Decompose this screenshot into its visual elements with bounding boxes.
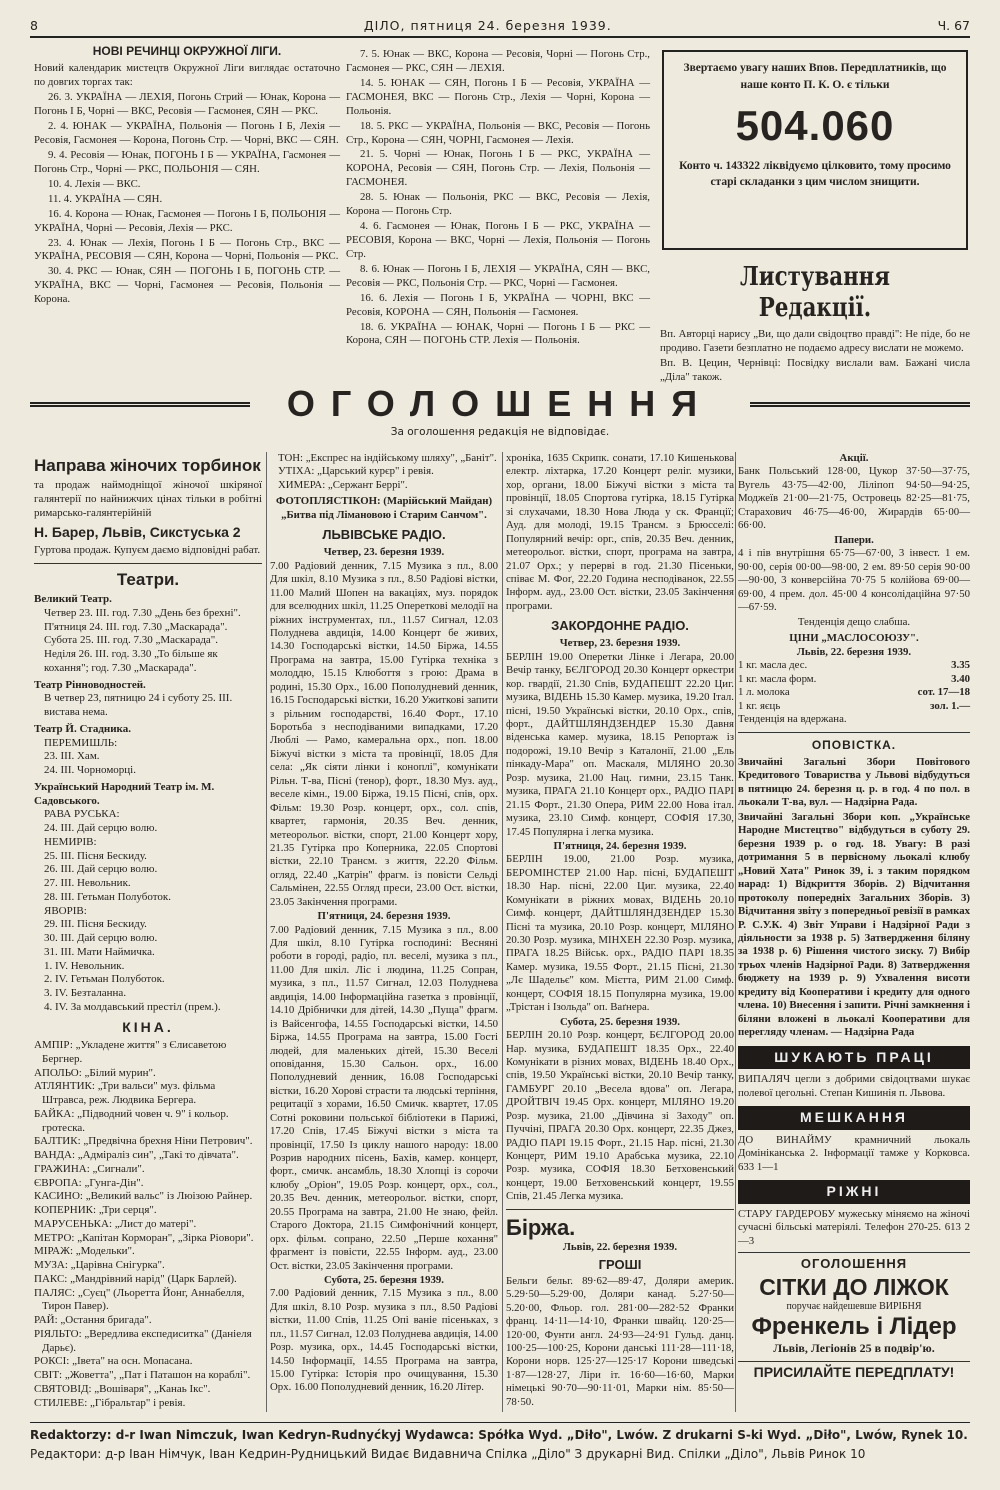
theatre-entry: 23. III. Хам. (44, 750, 100, 763)
theatre-entry: Великий Театр. (34, 593, 112, 605)
column-lviv-radio (270, 452, 498, 1418)
cinema-entry: АТЛЯНТИК: „Три вальси" муз. фільма Штравса, реж. Людвика Бергера. (34, 1080, 216, 1106)
notices-heading: ОПОВІСТКА. (811, 737, 897, 752)
account-number: 504.060 (735, 102, 895, 150)
job-wanted-text: ВИПАЛЯЧ цегли з добрими свідоцтвами шукає полевої цегольні. Степан Кишинія п. Львова. (738, 1073, 970, 1099)
prices-date: Львів, 22. березня 1939. (796, 645, 912, 658)
cinema-entry: КОПЕРНИК: „Три серця". (34, 1204, 157, 1216)
prices-table (738, 659, 970, 713)
theatre-entry: 28. III. Гетьман Полуботок. (44, 890, 171, 903)
bag-ad-text2: Гуртова продаж. Купуєм даємо відповідні рабат. (34, 544, 261, 556)
theatre-entry: Театр Рінноводностей. (34, 678, 146, 691)
foreign-program-thursday: БЕРЛІН 19.00 Оперетки Лінке і Легара, 20.00 Вечір танку, БЄЛГОРОД 20.30 Концерт оркестри кор. гвардії, 21.30 Спів, БУДАПЕШТ 22.20 Циг. музика, ВІДЕНЬ 15.30 Камер. музика, 19.20 Італ. пісні, 19.50 Українські вістки, 20.10 Орх., спів, форт., ДАЙТШЛЯНДЗЕНДЕР 15.30 Давня віденська камер. музика, 18.15 Репортаж із подорожі, 19.10 Вечір з Каталонії, 21.00 „Ель пінкаду-Мара" оп. Маскаля, МІЛЯНО 20.30 Розр. музика, 21.00 Нац. гимни, 23.15 Танк. музика, ПРАГА 21.10 Концерт орх., РАДІО ПАРІ 21.15 Форт., 21.30 Опера, РИМ 22.00 Нова італ. музика, 23.10 Симф. концерт, СОФІЯ 17.30, 17.45 Популярна і легка музика. (506, 650, 734, 838)
foreign-program-saturday: БЕРЛІН 20.10 Розр. концерт, БЄЛГОРОД 20.00 Нар. музика, БУДАПЕШТ 18.35 Орх., 22.40 Комунікати в різних мовах, ВІДЕНЬ 18.40 Орх., спів, 19.50 Українські вістки, 20.10 Вечір танку, ГАМБУРГ 20.10 „Весела вдова" оп. Легара, ДРОЙТВІЧ 19.45 Орх. концерт, МІЛЯНО 19.20 Розр. музика, 21.00 „Дівчина зі Заходу" оп. Пуччіні, ПРАГА 20.30 Орх. концерт, 22.35 Джез, РАДІО ПАРІ 19.15 Форт., 21.15 Нар. пісні, 21.30 Концерт, РИМ 19.10 Арабська музика, 22.10 Розр. музика, СОФІЯ 18.30 Бетховенський концерт, 19.00 Бетховенський концерт, 19.55 Спів, 21.45 Легка музика. (506, 1029, 734, 1203)
cinema-entry: БАЙКА: „Підводний човен ч. 9" і кольор. гротеска. (34, 1107, 229, 1134)
foreign-program-friday: БЕРЛІН 19.00, 21.00 Розр. музика, БЕРОМІНСТЕР 21.00 Нар. пісні, БУДАПЕШТ 18.30 Нар. пісні, 22.00 Циг. музика, 22.40 Комунікати в ріжних мовах, ВІДЕНЬ 20.10 Симф. концерт, ДАЙТШЛЯНДЗЕНДЕР 15.30 Пісні та музика, 20.10 Розр. концерт, МІЛЯНО 20.30 Розр. музика, МІНХЕН 22.30 Розр. музика, ПРАГА 18.25 Військ. орх., РАДІО ПАРІ 18.35 Камер. музика, 19.55 Форт., 21.15 Пісні, 21.30 „Лє Шадельє" ком. Мієтта, РИМ 21.00 Симф. концерт, СОФІЯ 18.15 Популярна музика, 19.00 „Трістан і Ізольда" оп. Ваґнера. (506, 853, 734, 1014)
cinema-entry: МУЗА: „Царівна Снігурка". (34, 1259, 165, 1271)
cinema-entry: ЄВРОПА: „Гунга-Дін". (34, 1176, 144, 1189)
league-round: 26. 3. УКРАЇНА — ЛЕХІЯ, Погонь Стрий — Юнак, Корона — Погонь І Б, Чорні — ВКС, Ресовія — Гасмонея, СЯН — РКС. (34, 91, 340, 118)
theatre-entry: 30. III. Дай серцю волю. (44, 932, 158, 944)
cinema-entry: УТІХА: „Царський курєр" і ревія. (278, 465, 434, 478)
price-value: зол. 1.— (930, 699, 970, 712)
page-number: 8 (30, 17, 38, 33)
league-round: 23. 4. Юнак — Лехія, Погонь І Б — Погонь Стр., ВКС — УКРАЇНА, РЕСОВІЯ — СЯН, Корона — Чорні, Польонія — РКС. (34, 236, 340, 263)
editorial-letters (660, 262, 970, 384)
league-round: 10. 4. Лехія — ВКС. (48, 177, 141, 190)
radio-day-thursday: Четвер, 23. березня 1939. (323, 546, 445, 559)
divider (506, 1209, 734, 1210)
price-item: 1 л. молока (738, 686, 790, 699)
subscribe-call: ПРИСИЛАЙТЕ ПЕРЕДПЛАТУ! (738, 1361, 970, 1382)
job-wanted-heading: ШУКАЮТЬ ПРАЦІ (738, 1046, 970, 1070)
league-round: 9. 4. Ресовія — Юнак, ПОГОНЬ І Б — УКРАЇНА, Гасмонея — Погонь Стр., Чорні — РКС, ПОЛЬОНІЯ — СЯН. (34, 149, 340, 175)
column-theatre (34, 452, 262, 1418)
theatre-entry: 1. IV. Невольник. (44, 959, 125, 972)
cinema-entry: МІРАЖ: „Модельки". (34, 1245, 135, 1258)
league-article-continued (346, 48, 650, 374)
lviv-radio-heading: ЛЬВІВСЬКЕ РАДІО. (322, 527, 446, 543)
price-value: 3.40 (951, 672, 970, 685)
league-round: 30. 4. РКС — Юнак, СЯН — ПОГОНЬ І Б, ПОГОНЬ СТР. — УКРАЇНА, ВКС — Чорні, Гасмонея — Ресовія, Польонія — Корона. (34, 265, 340, 306)
radio-program-saturday: 7.00 Радіовий денник, 7.15 Музика з пл., 8.00 Для шкіл, 8.10 Розр. музика з пл., 8.50 Радіові вістки, 11.00 Спів, 11.25 Опі ваніе пісеньках, з пл., 11.57 Сигнал, 12.03 Полуднева авдиція, 14.00 Розр. музика, орх., 14.45 Господарські вістки, 14.50 Інформації, 14.55 Програма на завтра, 15.00 Гутірка: Історія про очищування, 15.30 Орх. 16.00 Пополудневий денник, 16.20 Літер. (270, 1287, 498, 1394)
market-tendency: Тенденція дещо слабша. (797, 615, 911, 628)
league-round: 2. 4. ЮНАК — УКРАЇНА, Польонія — Погонь І Б, Лехія — Ресовія, Гасмонея — Корона, Погонь Стр. — Чорні, ВКС — СЯН. (34, 120, 340, 147)
bed-nets-ad-firm: Френкель і Лідер (751, 1313, 957, 1341)
foreign-day-saturday: Субота, 25. березня 1939. (560, 1015, 680, 1028)
price-row (738, 700, 970, 713)
cinema-entry: СВЯТОВІД: „Вошіваря", „Канаь Ікс". (34, 1382, 211, 1395)
stocks-heading: Акції. (839, 452, 869, 464)
foreign-day-friday: П'ятниця, 24. березня 1939. (553, 839, 687, 852)
misc-heading: РІЖНІ (738, 1180, 970, 1204)
theatre-list (34, 593, 262, 1015)
theatre-entry: 27. III. Невольник. (44, 877, 131, 889)
league-schedule-part1 (34, 91, 340, 307)
account-notice-box (662, 50, 968, 250)
cinema-entry: СТИЛЕВЕ: „Гібральтар" і ревія. (34, 1396, 186, 1409)
price-item: 1 кг. яєць (738, 699, 781, 712)
imprint-cyrillic: Редактори: д-р Іван Німчук, Іван Кедрин-Рудницький Видає Видавнича Спілка „Діло" З друкарні Вид. Спілки „Діло", Львів Ринок 10 (30, 1447, 866, 1462)
theatre-entry: Четвер 23. III. год. 7.30 „День без брехні". (44, 606, 241, 619)
cinema-entry: ХИМЕРА: „Сержант Беррі". (278, 478, 408, 491)
cinema-entry: МАРУСЕНЬКА: „Лист до матері". (34, 1217, 197, 1230)
letter-reply-2: Вп. В. Цецин, Чернівці: Посвідку вислали вам. Бажані числа „Діла" також. (660, 357, 970, 384)
league-round: 18. 5. РКС — УКРАЇНА, Польонія — ВКС, Ресовія — Погонь Стр., Корона — СЯН, ЧОРНІ, Гасмонея — Лехія. (346, 119, 650, 146)
cinema-heading: КІНА. (122, 1018, 174, 1035)
page-header (30, 16, 970, 38)
cinema-entry: СВІТ: „Жоветта", „Пат і Паташон на кораблі". (34, 1369, 251, 1381)
banner-subtitle: За оголошення редакція не відповідає. (390, 426, 610, 438)
radio-program-thursday: 7.00 Радіовий денник, 7.15 Музика з пл., 8.00 Для шкіл, 8.10 Музика з пл., 8.50 Радіові вістки, 11.00 Малий Шопен на вакаціях, муз. порядок для вселюдних шкіл, 11.25 Опереткові мелодії на ріжних інструментах, пл., 11.57 Сигнал, 12.03 Полуднева авдиція, 14.00 Концерт бе живих, 14.30 Господарські вістки, 14.50 Біржа, 14.55 Програма на завтра, 15.00 Гутірка техніка з молоддю, 15.15 Клюбоття з грою: Драма в родині, 15.30 Орх., 16.00 Пополудневий денник, 16.15 Господарські вістки, 16.20 Ужиткові запити з рільним господарстві, 16.40 Форт., 17.10 Боротьба з несподіваними випадками, 17.20 Люблі — Рамо, камеральна орх., поп. 18.00 Біжучі вістки з міста та провінції, 18.05 Для села: „Як сіяти лінки і коноплі", комунікати Рільн. Т-ва, Пісні (тенор), форт., 18.30 Муз. ауд., веселе кімн., 19.00 Біржа, 19.15 Пісні, спів, орх. Фільм: 19.30 Розр. концерт, орх., сол. спів, квартет, гармонія, 20.35 Веч. денник, метеорольог. вістки, спорт, 21.00 Концерт хору, 21.35 Гутірка про Коперника, 22.05 Спортові вістки, 22.10 Трансм. з життя, 22.20 Фільм. огляд, 22.40 „Катрін" фрагм. із повісти Сельді Сальмінен, 22.55 Огляд преси, 23.00 Ост. вістки, 23.05 Закінчення програми. (270, 559, 498, 908)
theatre-entry: Український Народний Театр ім. М. Садовського. (34, 780, 215, 807)
divider (738, 732, 970, 733)
league-round: 8. 6. Юнак — Погонь І Б, ЛЕХІЯ — УКРАЇНА, СЯН — ВКС, Ресовія — РКС, Польонія Стр. — РКС, Чорні — Гасмонея. (346, 262, 650, 289)
imprint-footer (30, 1422, 970, 1482)
money-heading: ГРОШІ (598, 1256, 642, 1272)
letter-reply-1: Вп. Авторці нарису „Ви, що дали свідоцтво правді": Не піде, бо не продиво. Газети безплатно не подаємо адресу вислати не можемо. (660, 328, 970, 355)
cinema-entry: ПАЛЯС: „Суєц" (Льоретта Йонг, Аннабелля, Тирон Павер). (34, 1286, 245, 1313)
cinema-entry: ГРАЖИНА: „Сигнали". (34, 1162, 145, 1175)
radio-program-friday: 7.00 Радіовий денник, 7.15 Музика з пл., 8.00 Для шкіл, 8.10 Гутірка господині: Весняні роботи в городі, радіо, пл. веселі, музика з пл., 11.00 Для шкіл. Ліс і людина, 11.25 Сопран, музика, з пл., 11.57 Сигнал, 12.03 Полуднева авдиція, 14.00 Інформаційна газетка з провінції, 14.10 Дрібнички для дітей, 14.30 „Пуща" фрагм. із Вайсенгофа, 14.55 Господарські вістки, 14.50 Біржа, 14.55 Програма на завтра, 15.00 Гості людей, для маленьких дітей, 15.30 Веселі оповідання, 15.30 Сальон. орх., 16.00 Пополудневий денник, 16.08 Господарські вістки, 16.20 Хорові страсти та людські терпіння, рецитації з хорами, 16.50 Смичк. квартет, 17.05 Сотні роковини польської бібліотеки в Парижі, 17.20 Спів, 17.45 Біжучі вістки з міста та провінції, 17.50 Із циклу нашого народу: 18.00 Розрив народних пісень, Бахів, камер. концерт, форт., смичк. ансамбль, 18.30 Хлопці із сорочи клюбу „Оріон", 19.05 Розр. концерт, орх., сол., 20.35 Веч. денник, метеорольог. вістки, спорт, 20.55 Програма на завтра, 21.00 Не знаю, фейл. Старого Доктора, 21.15 Симфонічний концерт, орх. фільм. сопрано, 22.50 „Перше кохання" фрагмент із повісти, 22.55 Інформ. ауд., 23.00 Ост. вістки, 23.05 Закінчення програми. (270, 923, 498, 1272)
league-round: 16. 4. Корона — Юнак, Гасмонея — Погонь І Б, ПОЛЬОНІЯ — УКРАЇНА, Чорні — Ресовія, Лехія — РКС. (34, 207, 340, 234)
league-intro: Новий календарик мистецтв Окружної Ліги виглядає остаточно по довгих торгах так: (34, 62, 340, 89)
league-article (34, 44, 340, 374)
issue-number: Ч. 67 (937, 17, 970, 33)
theatre-entry: 29. III. Пісня Бескиду. (44, 918, 147, 931)
foreign-radio-heading: ЗАКОРДОННЕ РАДІО. (551, 618, 689, 634)
cinema-list-continued (270, 452, 498, 492)
papers-heading: Папери. (834, 533, 874, 546)
theatre-entry: НЕМИРІВ: (44, 835, 97, 848)
league-round: 7. 5. Юнак — ВКС, Корона — Ресовія, Чорні — Погонь Стр., Гасмонея — РКС, СЯН — ЛЕХІЯ. (346, 48, 650, 74)
theatre-entry: Субота 25. III. год. 7.30 „Маскарада". (44, 634, 219, 647)
theatre-entry: 25. III. Пісня Бескиду. (44, 849, 147, 862)
league-round: 11. 4. УКРАЇНА — СЯН. (48, 192, 163, 205)
prices-heading: ЦІНИ „МАСЛОСОЮЗУ". (789, 632, 919, 645)
bag-ad-firm: Н. Барер, Львів, Сикстуська 2 (34, 523, 241, 540)
theatre-entry: 31. III. Мати Наймичка. (44, 945, 155, 958)
papers-rates: 4 і пів внутрішня 65·75—67·00, 3 інвест. 1 ем. 90·00, серія 00·00—98·00, 2 ем. 89·50 серія 90·00—90·00, 3 конверсійна 70·75 5 колійова 69·00—69·00, 4 прем. дол. 45·00 4 консолідаційна 97·50—67·59. (738, 547, 970, 614)
bourse-heading: Біржа. (506, 1214, 576, 1240)
stocks-rates: Банк Польський 128·00, Цукор 37·50—37·75, Вугель 43·75—42·00, Ліліпоп 94·50—94·25, Моджеїв 21·00—21·75, Островець 82·25—81·75, Старахович 46·75—46·00, Жирардів 65·00—66·00. (738, 465, 970, 532)
theatre-entry: ПЕРЕМИШЛЬ: (44, 736, 118, 749)
column-notices (738, 452, 970, 1418)
column-rule (266, 452, 267, 1412)
cinema-entry: МЕТРО: „Капітан Корморан", „Зірка Ріовори". (34, 1231, 254, 1244)
money-rates: Бельги бельг. 89·62—89·47, Доляри америк. 5.29·50—5.29·00, Доляри канад. 5.27·50—5.20·00, Фльор. гол. 281·00—282·52 Франки франц. 14·11—14·10, Франки швайц. 120·25—120·00, Фунти англ. 24·93—24·91 Гульд. данц. 100·25—100·25, Корони данські 111·28—111·18, Корони норв. 125·27—125·17 Корони шведські 1·87—128·27, Ліри іт. 16·60—16·60, Марки німецькі 90·70—90·11·01, Марки нім. 85·50—78·50. (506, 1274, 734, 1408)
cinema-entry: РІЯЛЬТО: „Вередлива експедиситка" (Даніеля Дарьє). (34, 1327, 252, 1354)
theatre-entry: Неділя 26. III. год. 3.30 „То більше як кохання"; год. 7.30 „Маскарада". (44, 648, 218, 674)
account-notice-text: Звертаємо увагу наших Впов. Передплатників, що наше конто П. К. О. є тільки (683, 62, 947, 91)
price-value: сот. 17—18 (917, 686, 970, 699)
cinema-entry: РАЙ: „Остання бригада". (34, 1314, 152, 1326)
league-round: 18. 6. УКРАЇНА — ЮНАК, Чорні — Погонь І Б — РКС — Корона, СЯН — ПОГОНЬ СТР. Лехія — Польонія. (346, 320, 650, 347)
cinema-entry: РОКСІ: „Івета" на осн. Мопасана. (34, 1355, 193, 1368)
cinema-entry: КАСИНО: „Великий вальс" із Люізою Райнер. (34, 1190, 253, 1203)
notice-folk-art: Звичайні Загальні Збори коп. „Українське Народне Мистецтво" відбудуться в суботу 29. березня 1939 р. о год. 18. Увагу: В разі дотримання 5 в первісному льокалі клюбу „Новий Хата" Ринок 39, і. з таким порядком нарад: 1) Відкриття Зборів. 2) Відчитання протоколу попередніх Загальних Зборів. 3) Відчитання звіту з попередньої ревізії в рамках Р. С.У.К. 4) Звіт Управи і Надзірної Ради з діяльности за 1938 р. 5) Затвердження біляну за 1938 р. 6) Рішення чистого зиску. 7) Вибір трьох членів Надзірної Ради. 8) Затвердження бюджету на 1939 р. 9) Ухвалення висоти кредиту від Кооперативи і кредиту для одного члена. 10) Внесення і запити. Річні замкнення і біляни вложені в льокалі Кооперативи для перегляду членам. — Надзірна Рада (738, 810, 970, 1039)
price-item: 1 кг. масла форм. (738, 672, 817, 685)
league-round: 14. 5. ЮНАК — СЯН, Погонь І Б — Ресовія, УКРАЇНА — ГАСМОНЕЯ, ВКС — Погонь Стр., Лехія — Чорні, Корона — Польонія. (346, 76, 650, 117)
notice-credit-society: Звичайні Загальні Збори Повітового Кредитового Товариства у Львові відбудуться в пятницю 24. березня ц. р. в год. 4 по пол. в льокали Т-ва, вул. — Надзірна Рада. (738, 755, 970, 809)
theatre-entry: Театр Й. Стадника. (34, 722, 131, 735)
banner-title: ОГОЛОШЕННЯ (286, 383, 714, 424)
league-round: 16. 6. Лехія — Погонь І Б, УКРАЇНА — ЧОРНІ, ВКС — Ресовія, КОРОНА — СЯН, Польонія — Гасмонея. (346, 291, 650, 318)
cinema-entry: ТОН: „Експрес на індійському шляху", „Баніт". (278, 452, 497, 464)
column-foreign-radio (506, 452, 734, 1418)
price-row (738, 659, 970, 672)
bed-nets-ad-address: Львів, Легіонів 25 в подвір'ю. (773, 1340, 935, 1355)
housing-heading: МЕШКАННЯ (738, 1106, 970, 1130)
ads-heading: ОГОЛОШЕННЯ (738, 1252, 970, 1272)
price-row (738, 673, 970, 686)
housing-text: ДО ВИНАЙМУ крамничний льокаль Домініканська 2. Інформації тамже у Корковса. 633 1—1 (738, 1133, 970, 1173)
ads-banner (30, 383, 970, 442)
photoplasticon-heading: ФОТОПЛЯСТІКОН: (Марійський Майдан) (275, 495, 493, 508)
theatre-entry: 3. IV. Безталанна. (44, 987, 127, 999)
account-notice-text2: Конто ч. 143322 ліквідуємо цілковито, тому просимо старі складанки з цим числом знищити. (679, 159, 951, 189)
league-title: НОВІ РЕЧИНЦІ ОКРУЖНОЇ ЛІГИ. (92, 44, 282, 58)
cinema-list (34, 1039, 262, 1410)
bourse-date: Львів, 22. березня 1939. (562, 1241, 678, 1254)
theatre-entry: ЯВОРІВ: (44, 904, 87, 917)
price-value: 3.35 (951, 659, 970, 672)
column-rule (502, 452, 503, 1412)
cinema-entry: ПАКС: „Мандрівний нарід" (Царк Барлей). (34, 1272, 237, 1285)
theatre-entry: В четвер 23, пятницю 24 і суботу 25. III. вистава нема. (44, 692, 233, 718)
cinema-entry: БАЛТИК: „Предвічна брехня Ніни Петрович". (34, 1135, 253, 1148)
radio-day-friday: П'ятниця, 24. березня 1939. (317, 910, 451, 923)
misc-text: СТАРУ ГАРДЕРОБУ мужеську міняємо на жіночі сучасні більські матеріялі. Телефон 270-25. 613 2—3 (738, 1207, 970, 1247)
radio-program-continued: хроніка, 1635 Скрипк. сонати, 17.10 Кишенькова електр. ліхтарка, 17.20 Концерт реліг. музики, хор, органи, 18.00 Біжучі вістки з міста та провінції, 18.05 Спортова гутірка, 18.15 Гутірка зі слухачами, 18.30 Нова Люда у ск. Франції; Ауд. для молоді, 19.15 Трансм. з Брюсселі: Популярний вечір: орг., спів, 20.35 Веч. денник, метеорольог. вістки, спорт, програма на завтра, 21.07 Орх.; у перерві в год. 21.30 Пісеньки, співає М. Фоґ, 22.20 Година несподіванок, 22.55 Інформ. ауд., 23.00 Ост. вістки, 23.05 Закінчення програми. (506, 452, 734, 612)
imprint-latin: Redaktorzy: d-r Iwan Nimczuk, Iwan Kedryn-Rudnyćkyj Wydawca: Spółka Wyd. „Diło", Lwów. Z drukarni S-ki Wyd. „Diło", Lwów, Rynek 10. (30, 1428, 968, 1442)
theatre-entry: 2. IV. Гетьман Полуботок. (44, 973, 165, 986)
theatre-entry: 24. III. Дай серцю волю. (44, 822, 158, 834)
newspaper-title: ДІЛО, пятниця 24. березня 1939. (363, 17, 612, 33)
bed-nets-ad-title: СІТКИ ДО ЛІЖОК (759, 1274, 949, 1301)
divider (34, 563, 262, 564)
theatre-entry: 26. III. Дай серцю волю. (44, 863, 158, 876)
column-rule (735, 452, 736, 1412)
theatre-entry: П'ятниця 24. III. год. 7.30 „Маскарада". (44, 620, 228, 633)
theatre-entry: 4. IV. За молдавський престіл (прем.). (44, 1000, 221, 1013)
photoplasticon-title: „Битва під Лімановою і Старим Санчом". (281, 508, 487, 521)
theatre-heading: Театри. (116, 569, 180, 589)
cinema-entry: АПОЛЬО: „Білий мурин". (34, 1066, 156, 1079)
theatre-entry: РАВА РУСЬКА: (44, 808, 120, 821)
price-item: 1 кг. масла дес. (738, 659, 808, 672)
foreign-day-thursday: Четвер, 23. березня 1939. (559, 637, 681, 650)
league-round: 4. 6. Гасмонея — Юнак, Погонь І Б — РКС, УКРАЇНА — РЕСОВІЯ, Корона — ВКС, Чорні — Лехія, Польонія — Погонь Стр. (346, 220, 650, 260)
bed-nets-ad-sub: поручає найдешевше ВИРІБНЯ (786, 1300, 922, 1312)
cinema-entry: ВАНДА: „Адміраліз син", „Такі то дівчата". (34, 1149, 239, 1161)
league-round: 21. 5. Чорні — Юнак, Погонь І Б — РКС, УКРАЇНА — КОРОНА, Ресовія — СЯН, Погонь Стр. — Лехія, Польонія — ГАСМОНЕЯ. (346, 148, 650, 189)
radio-day-saturday: Субота, 25. березня 1939. (324, 1273, 444, 1286)
league-round: 28. 5. Юнак — Польонія, РКС — ВКС, Ресовія — Лехія, Корона — Погонь Стр. (346, 191, 650, 218)
letters-title: Листування Редакції. (739, 262, 891, 324)
theatre-entry: 24. III. Чорноморці. (44, 764, 136, 776)
league-schedule-part2 (346, 48, 650, 348)
bag-ad-title: Направа жіночих торбинок (34, 456, 261, 475)
bag-ad-text: та продаж наймодніщої жіночої шкіряної галянтерії по найнижчих цінах тільки в робітні римарсько-галянтерійній (34, 479, 262, 519)
price-row (738, 686, 970, 699)
cinema-entry: АМПІР: „Укладене життя" з Єлисаветою Бергнер. (34, 1039, 227, 1065)
prices-tendency: Тенденція на вдержана. (738, 713, 847, 726)
